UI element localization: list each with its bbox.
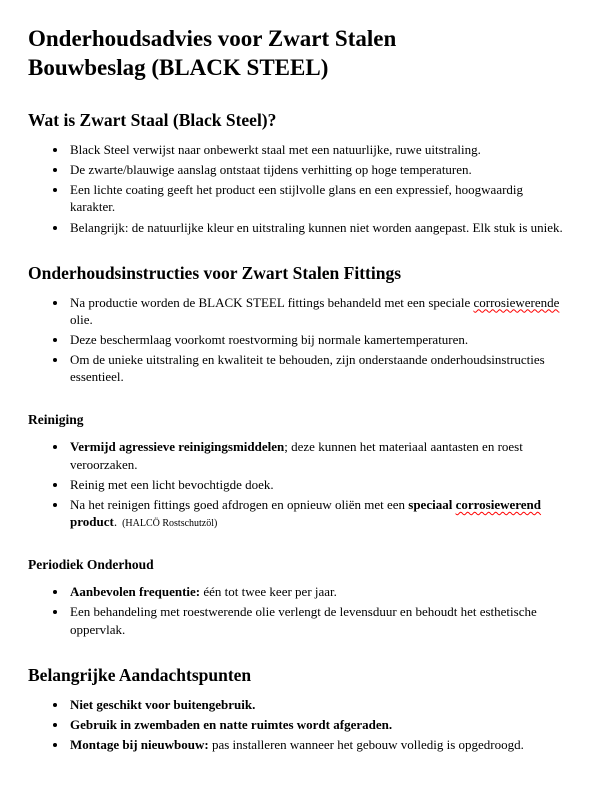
- doc-title: Onderhoudsadvies voor Zwart Stalen Bouwbeslag (BLACK STEEL): [28, 26, 397, 81]
- list-item: • Black Steel verwijst naar onbewerkt staal met een natuurlijke, ruwe uitstraling.: [68, 141, 565, 158]
- list-item: [68, 438, 565, 472]
- bullet-text: .: [113, 514, 118, 530]
- misspelled-word: corrosiewerend: [455, 496, 542, 512]
- list-item: • Een lichte coating geeft het product een stijlvolle glans en een expressief, hoogwaardig karakter.: [68, 181, 565, 215]
- bold-text: Montage bij nieuwbouw:: [70, 737, 209, 753]
- bullet-text: Na productie worden de BLACK STEEL fittings behandeld met een speciale: [70, 294, 474, 310]
- list-item: • Gebruik in zwembaden en natte ruimtes wordt afgeraden.: [68, 716, 565, 733]
- list-item: • Belangrijk: de natuurlijke kleur en uitstraling kunnen niet worden aangepast. Elk stuk is uniek.: [68, 219, 565, 236]
- section-heading-aandachtspunten: Belangrijke Aandachtspunten: [28, 664, 252, 685]
- bold-text: speciaal: [408, 496, 456, 512]
- bullet-text: Na het reinigen fittings goed afdrogen en opnieuw oliën met een: [70, 496, 409, 512]
- list-item: • Reinig met een licht bevochtigde doek.: [68, 476, 565, 493]
- bullet-list-onderhoudsinstructies: [28, 294, 571, 386]
- subsection-heading-periodiek-onderhoud: Periodiek Onderhoud: [28, 557, 154, 573]
- list-item: • Om de unieke uitstraling en kwaliteit te behouden, zijn onderstaande onderhoudsinstructies essentieel.: [68, 351, 565, 385]
- bold-text: Vermijd agressieve reinigingsmiddelen: [70, 439, 285, 455]
- bullet-text: olie.: [70, 311, 93, 327]
- misspelled-word: corrosiewerende: [473, 294, 560, 310]
- list-item: • Een behandeling met roestwerende olie verlengt de levensduur en behoudt het esthetische oppervlak.: [68, 603, 565, 637]
- bullet-text: één tot twee keer per jaar.: [200, 584, 337, 600]
- bullet-text: pas installeren wanneer het gebouw volledig is opgedroogd.: [208, 737, 524, 753]
- section-heading-wat-is-zwart-staal: Wat is Zwart Staal (Black Steel)?: [28, 109, 277, 130]
- list-item: [68, 294, 565, 328]
- bold-text: Aanbevolen frequentie:: [70, 584, 201, 600]
- bullet-text: ; deze kunnen het materiaal aantasten en roest veroorzaken.: [70, 439, 523, 472]
- footnote-text: (HALCÖ Rostschutzöl): [122, 518, 218, 530]
- list-item: [68, 496, 565, 530]
- bullet-list-periodiek-onderhoud: [28, 583, 571, 637]
- section-heading-onderhoudsinstructies: Onderhoudsinstructies voor Zwart Stalen Fittings: [28, 262, 402, 283]
- list-item: • De zwarte/blauwige aanslag ontstaat tijdens verhitting op hoge temperaturen.: [68, 161, 565, 178]
- bullet-list-reiniging: [28, 438, 571, 530]
- bullet-list-aandachtspunten: [28, 696, 571, 753]
- list-item: • Niet geschikt voor buitengebruik.: [68, 696, 565, 713]
- bullet-list-zwart-staal: [28, 141, 571, 236]
- bold-text: product: [70, 514, 114, 530]
- subsection-heading-reiniging: Reiniging: [28, 412, 84, 428]
- list-item: [68, 583, 565, 600]
- list-item: [68, 736, 565, 753]
- list-item: • Deze beschermlaag voorkomt roestvorming bij normale kamertemperaturen.: [68, 331, 565, 348]
